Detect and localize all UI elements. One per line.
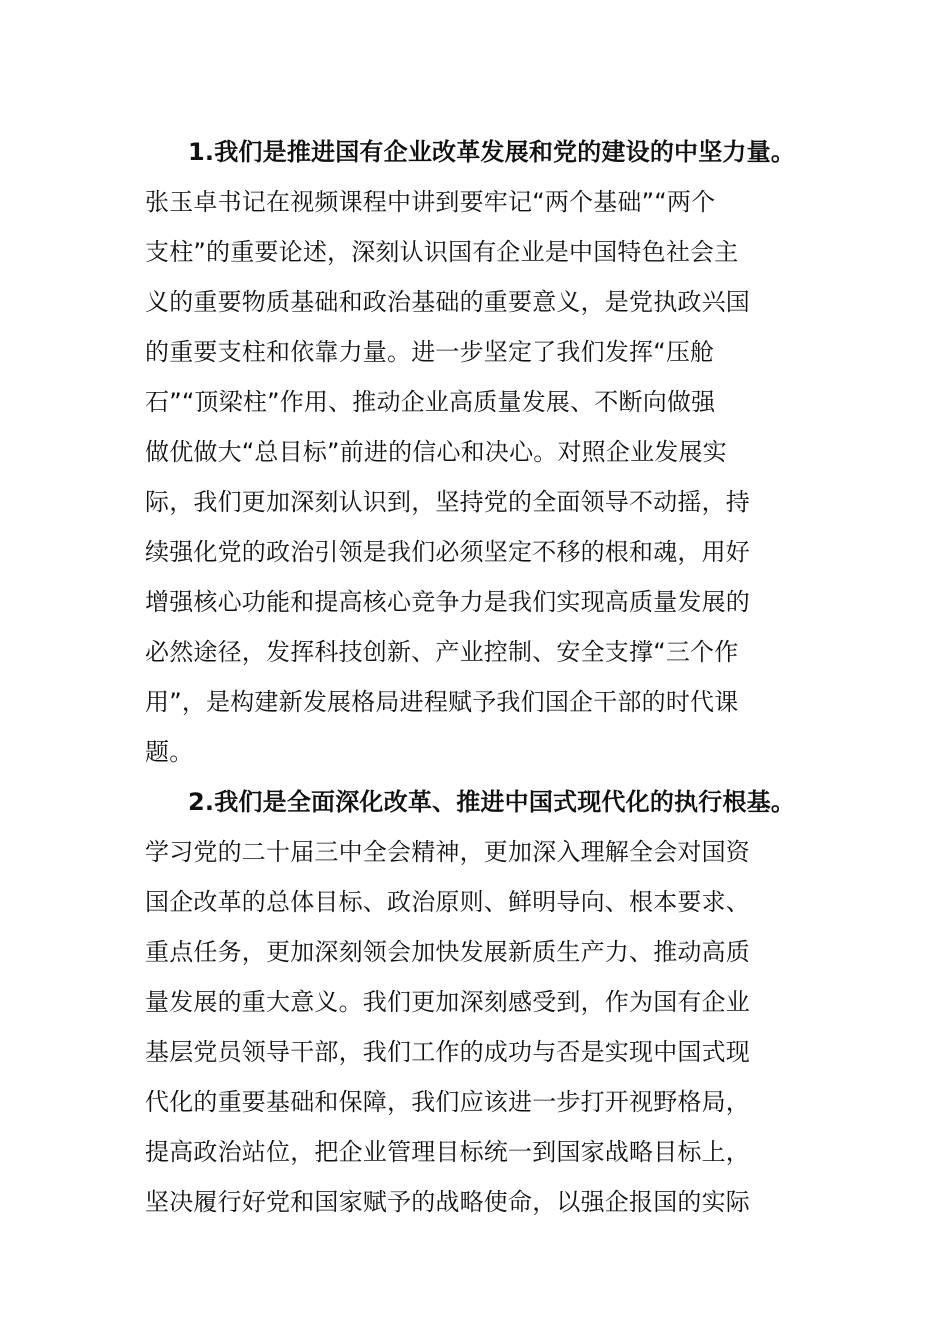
- paragraph-line: 国企改革的总体目标、政治原则、鲜明导向、根本要求、: [145, 888, 750, 916]
- paragraph-line: 做优做大“总目标”前进的信心和决心。对照企业发展实: [145, 438, 727, 466]
- paragraph-line: 用”，是构建新发展格局进程赋予我们国企干部的时代课: [145, 688, 739, 716]
- paragraph-line: 张玉卓书记在视频课程中讲到要牢记“两个基础”“两个: [145, 188, 716, 216]
- paragraph-line: 义的重要物质基础和政治基础的重要意义，是党执政兴国: [145, 288, 750, 316]
- paragraph-line: 重点任务，更加深刻领会加快发展新质生产力、推动高质: [145, 938, 750, 966]
- paragraph-line: 石”“顶梁柱”作用、推动企业高质量发展、不断向做强: [145, 388, 716, 416]
- paragraph-line: 基层党员领导干部，我们工作的成功与否是实现中国式现: [145, 1038, 750, 1066]
- paragraph-line: 学习党的二十届三中全会精神，更加深入理解全会对国资: [145, 838, 750, 866]
- paragraph-line: 题。: [145, 738, 194, 766]
- section-2-heading: 2.我们是全面深化改革、推进中国式现代化的执行根基。: [188, 788, 796, 816]
- paragraph-line: 坚决履行好党和国家赋予的战略使命，以强企报国的实际: [145, 1188, 750, 1216]
- paragraph-line: 必然途径，发挥科技创新、产业控制、安全支撑“三个作: [145, 638, 739, 666]
- paragraph-line: 代化的重要基础和保障，我们应该进一步打开视野格局，: [145, 1088, 750, 1116]
- paragraph-line: 增强核心功能和提高核心竞争力是我们实现高质量发展的: [145, 588, 750, 616]
- paragraph-line: 量发展的重大意义。我们更加深刻感受到，作为国有企业: [145, 988, 750, 1016]
- paragraph-line: 的重要支柱和依靠力量。进一步坚定了我们发挥“压舱: [145, 338, 715, 366]
- paragraph-line: 提高政治站位，把企业管理目标统一到国家战略目标上，: [145, 1138, 750, 1166]
- paragraph-line: 续强化党的政治引领是我们必须坚定不移的根和魂，用好: [145, 538, 750, 566]
- paragraph-line: 支柱”的重要论述，深刻认识国有企业是中国特色社会主: [145, 238, 739, 266]
- paragraph-line: 际，我们更加深刻认识到，坚持党的全面领导不动摇，持: [145, 488, 750, 516]
- section-1-heading: 1.我们是推进国有企业改革发展和党的建设的中坚力量。: [188, 138, 796, 166]
